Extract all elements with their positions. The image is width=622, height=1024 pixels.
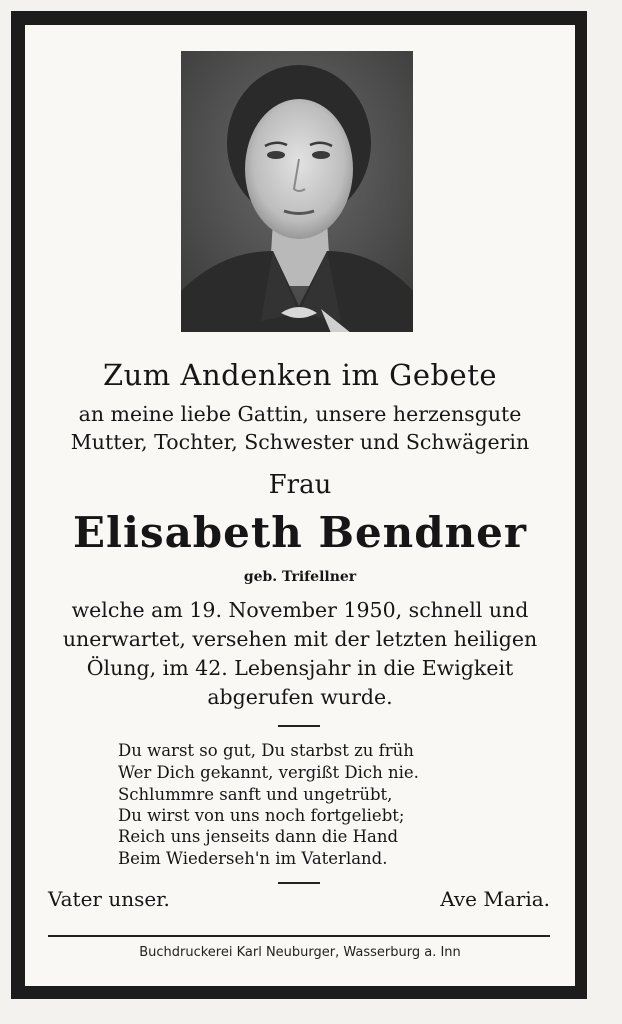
verse-line: Du wirst von uns noch fortgeliebt; bbox=[118, 806, 405, 825]
body-line: Ölung, im 42. Lebensjahr in die Ewigkeit bbox=[86, 656, 514, 680]
divider bbox=[278, 725, 320, 727]
divider bbox=[278, 882, 320, 884]
body-line: unerwartet, versehen mit der letzten heiligen bbox=[62, 627, 538, 651]
verse-line: Schlummre sanft und ungetrübt, bbox=[118, 785, 393, 804]
prayer-vater-unser: Vater unser. bbox=[48, 887, 170, 911]
deceased-name: Elisabeth Bendner bbox=[73, 508, 527, 557]
verse-line: Du warst so gut, Du starbst zu früh bbox=[118, 741, 414, 760]
body-line: welche am 19. November 1950, schnell und bbox=[71, 598, 529, 622]
maiden-name: geb. Trifellner bbox=[243, 569, 357, 585]
intro-line: Mutter, Tochter, Schwester und Schwägerin bbox=[70, 430, 530, 454]
verse-line: Reich uns jenseits dann die Hand bbox=[118, 827, 399, 846]
prayer-ave-maria: Ave Maria. bbox=[440, 887, 550, 911]
printer-imprint: Buchdruckerei Karl Neuburger, Wasserburg a. Inn bbox=[139, 945, 461, 960]
card-heading: Zum Andenken im Gebete bbox=[102, 358, 498, 392]
verse-line: Beim Wiederseh'n im Vaterland. bbox=[118, 849, 388, 868]
salutation: Frau bbox=[268, 470, 332, 500]
verse-line: Wer Dich gekannt, vergißt Dich nie. bbox=[118, 763, 419, 782]
body-line: abgerufen wurde. bbox=[207, 685, 393, 709]
footer-divider bbox=[48, 935, 550, 937]
portrait-photo bbox=[181, 51, 413, 332]
intro-line: an meine liebe Gattin, unsere herzensgute bbox=[78, 402, 522, 426]
